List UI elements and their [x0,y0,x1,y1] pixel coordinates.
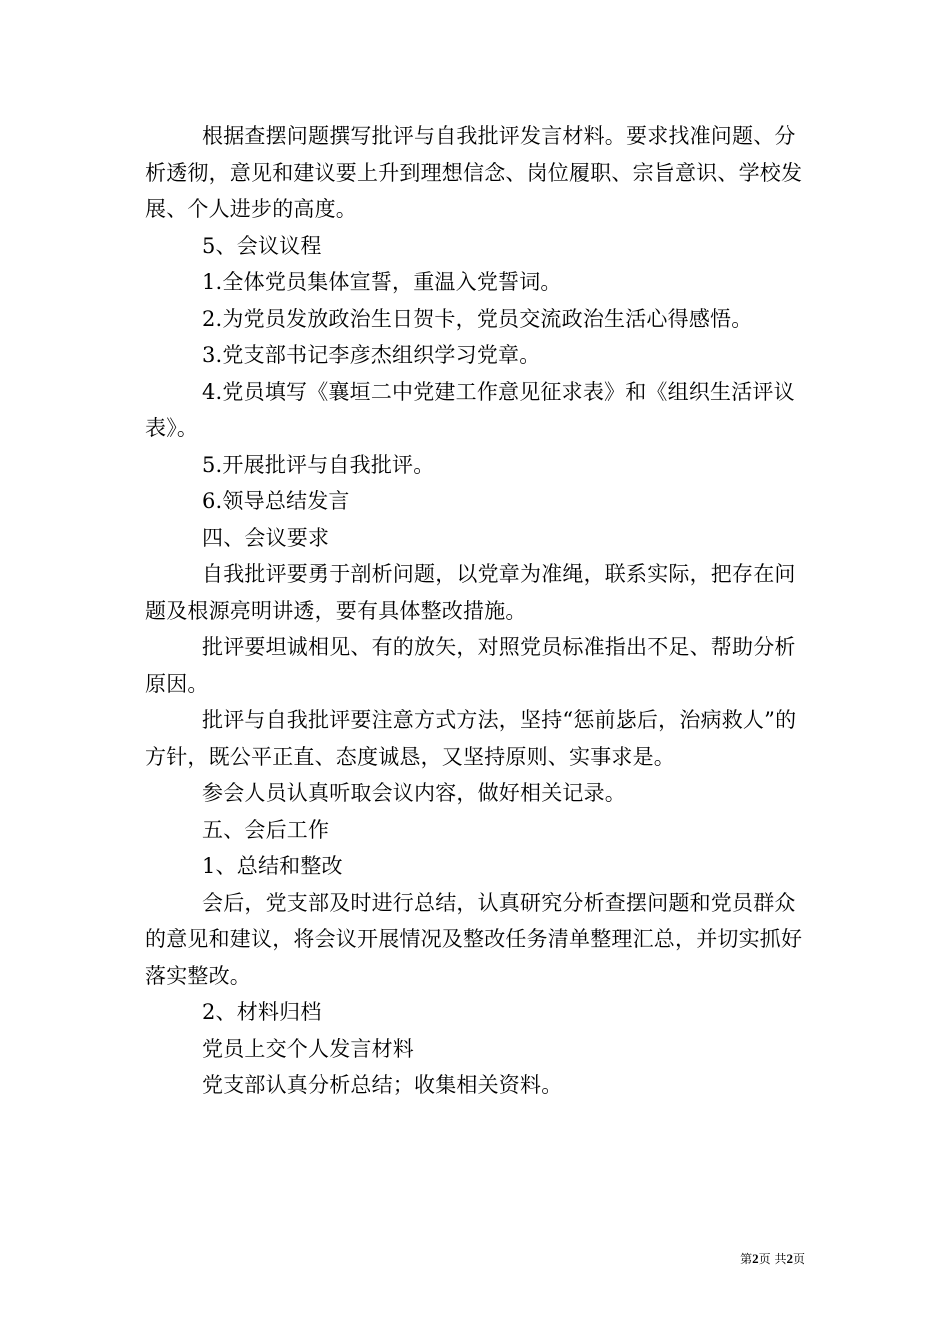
paragraph: 党员上交个人发言材料 [202,1036,414,1061]
list-item: 3.党支部书记李彦杰组织学习党章。 [202,343,541,367]
footer-suffix: 页 [792,1252,805,1266]
paragraph: 根据查摆问题撰写批评与自我批评发言材料。要求找准问题、分析透彻，意见和建议要上升到理想信念、岗位履职、宗旨意识、学校发展、个人进步的高度。 [145,124,803,221]
list-item: 6.领导总结发言 [202,489,350,513]
footer-prefix: 第 [740,1252,753,1266]
total-page-number: 2 [786,1251,793,1266]
section-heading: 5、会议议程 [202,233,322,258]
section-heading: 四、会议要求 [202,525,330,550]
paragraph: 会后，党支部及时进行总结，认真研究分析查摆问题和党员群众的意见和建议，将会议开展情况及整改任务清单整理汇总，并切实抓好落实整改。 [145,890,803,988]
document-body [145,118,815,1104]
subsection-heading: 1、总结和整改 [202,854,343,878]
list-item: 1.全体党员集体宣誓，重温入党誓词。 [202,270,562,294]
list-item: 4.党员填写《襄垣二中党建工作意见征求表》和《组织生活评议表》。 [145,379,795,440]
list-item: 2.为党员发放政治生日贺卡，党员交流政治生活心得感悟。 [202,306,753,331]
paragraph: 批评要坦诚相见、有的放矢，对照党员标准指出不足、帮助分析原因。 [145,635,796,696]
section-heading: 五、会后工作 [202,817,330,842]
subsection-heading: 2、材料归档 [202,1000,322,1024]
list-item: 5.开展批评与自我批评。 [202,452,435,477]
footer-middle: 页 共 [758,1252,787,1266]
paragraph: 批评与自我批评要注意方式方法，坚持“惩前毖后，治病救人”的方针，既公平正直、态度诚恳，又坚持原则、实事求是。 [145,708,797,769]
paragraph: 参会人员认真听取会议内容，做好相关记录。 [202,781,626,805]
page-footer [600,1252,805,1266]
paragraph: 党支部认真分析总结；收集相关资料。 [202,1073,563,1097]
paragraph: 自我批评要勇于剖析问题，以党章为准绳，联系实际，把存在问题及根源亮明讲透，要有具体整改措施。 [145,562,796,623]
current-page-number: 2 [752,1251,759,1266]
